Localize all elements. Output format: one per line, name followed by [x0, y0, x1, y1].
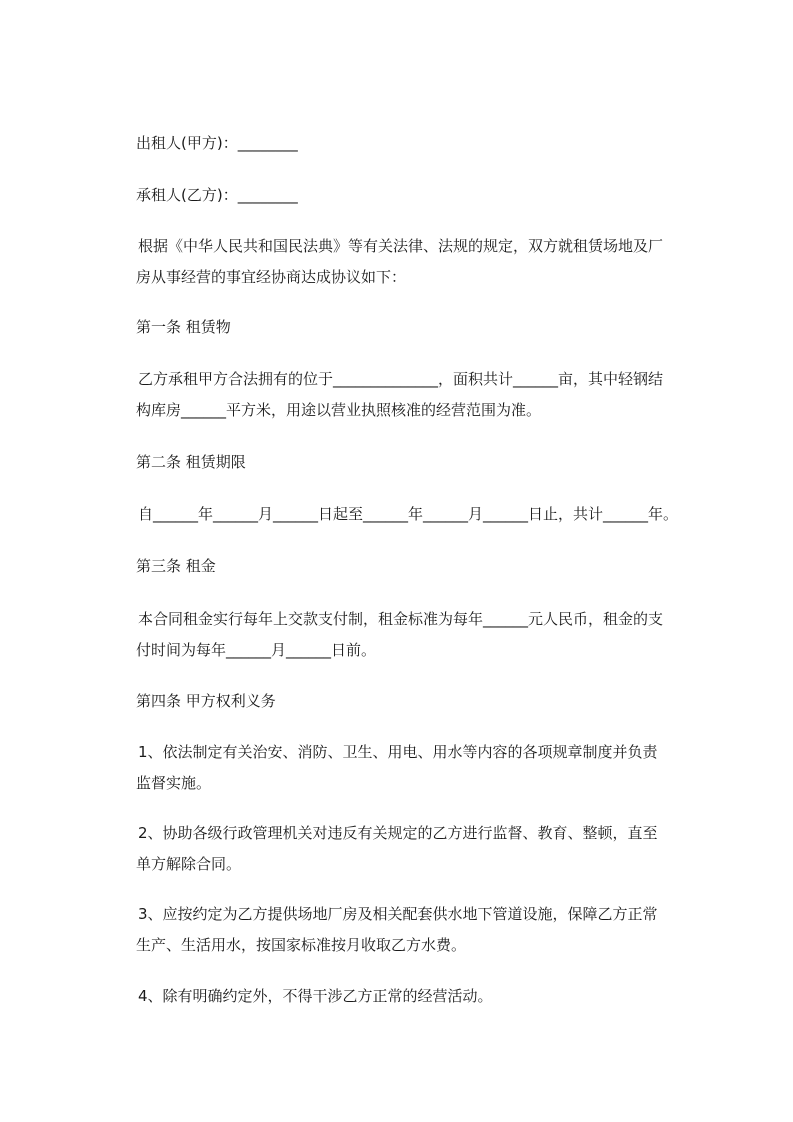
- article3-title: 第三条 租金: [136, 557, 216, 575]
- article1-body: 乙方承租甲方合法拥有的位于______________，面积共计______亩，其中轻钢结构库房______平方米，用途以营业执照核准的经营范围为准。: [136, 370, 664, 419]
- preamble-paragraph: 根据《中华人民共和国民法典》等有关法律、法规的规定，双方就租赁场地及厂房从事经营的事宜经协商达成协议如下：: [136, 237, 664, 286]
- article2-title: 第二条 租赁期限: [136, 453, 246, 471]
- article4-item-3: 3、应按约定为乙方提供场地厂房及相关配套供水地下管道设施，保障乙方正常生产、生活用水，按国家标准按月收取乙方水费。: [136, 905, 658, 954]
- article1-title: 第一条 租赁物: [136, 318, 231, 336]
- lessee-line: 承租人(乙方)：________: [136, 186, 298, 204]
- article4-item-1: 1、依法制定有关治安、消防、卫生、用电、用水等内容的各项规章制度并负责监督实施。: [136, 743, 658, 792]
- lessor-line: 出租人(甲方)：________: [136, 134, 298, 152]
- article4-item-2: 2、协助各级行政管理机关对违反有关规定的乙方进行监督、教育、整顿，直至单方解除合同。: [136, 824, 658, 873]
- article2-body: 自______年______月______日起至______年______月______日止，共计______年。: [138, 505, 679, 523]
- article4-item-4: 4、除有明确约定外，不得干涉乙方正常的经营活动。: [138, 987, 493, 1005]
- article4-title: 第四条 甲方权利义务: [136, 692, 276, 710]
- article3-body: 本合同租金实行每年上交款支付制，租金标准为每年______元人民币，租金的支付时间为每年______月______日前。: [136, 610, 664, 659]
